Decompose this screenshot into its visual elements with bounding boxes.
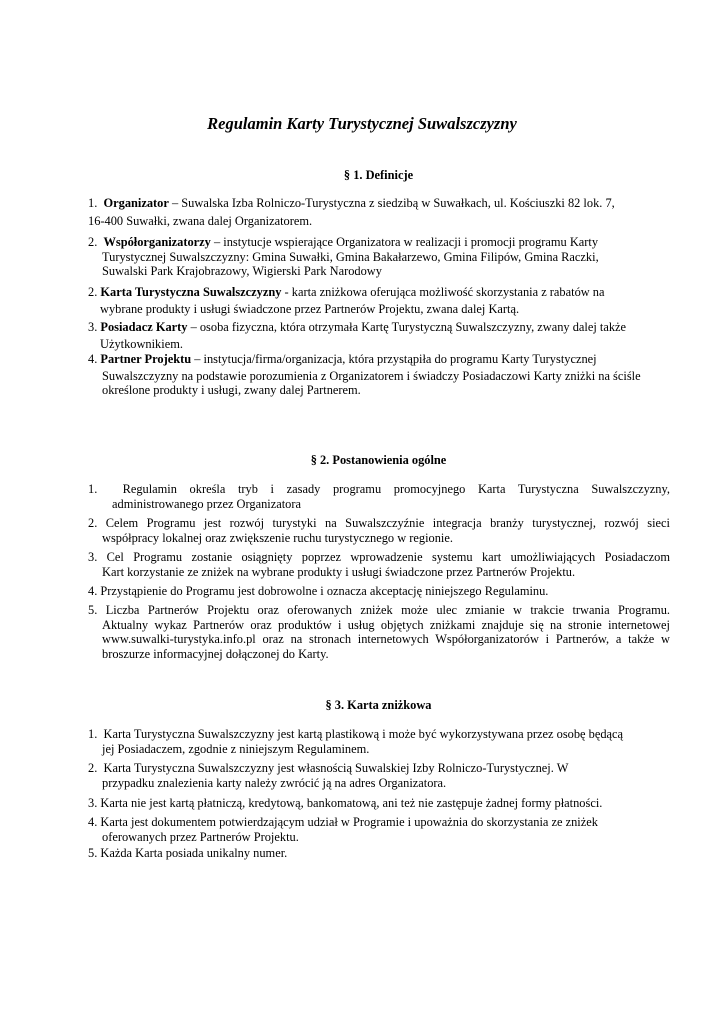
item-term: Karta Turystyczna Suwalszczyzny <box>100 285 282 299</box>
item-text: Cel Programu zostanie osiągnięty poprzez wprowadzenie systemu kart umożliwiających Posiadaczom <box>106 550 670 564</box>
list-item <box>88 796 678 811</box>
item-first-line <box>88 603 670 618</box>
item-first-line <box>88 761 678 776</box>
item-text: Celem Programu jest rozwój turystyki na Suwalszczyźnie integracja branży turystycznej, rozwój sieci <box>105 516 670 530</box>
list-item <box>88 761 678 790</box>
item-number: 3. <box>88 320 98 334</box>
item-text: Każda Karta posiada unikalny numer. <box>100 846 288 860</box>
definition-item-partner <box>88 352 680 398</box>
definition-item-karta <box>88 285 678 316</box>
item-number: 3. <box>88 796 98 810</box>
document-title: Regulamin Karty Turystycznej Suwalszczyzny <box>207 114 517 133</box>
item-number: 1. <box>88 482 98 496</box>
item-number: 4. <box>88 815 98 829</box>
item-number: 4. <box>88 352 98 366</box>
item-continuation: Kart korzystanie ze zniżek na wybrane produkty i usługi świadczone przez Partnerów Projektu. <box>102 564 576 579</box>
item-first-line <box>88 320 688 335</box>
item-continuation: współpracy lokalnej oraz zwiększenie ruchu turystycznego w regionie. <box>102 530 453 545</box>
list-item <box>88 846 678 861</box>
item-first-line <box>88 727 678 742</box>
item-continuation: Turystycznej Suwalszczyzny: Gmina Suwałki, Gmina Bakałarzewo, Gmina Filipów, Gmina Raczki, Suwalski Park Krajobrazowy, Wigierski Park Narodowy <box>102 249 599 279</box>
item-number: 2. <box>88 235 98 249</box>
item-text: Przystąpienie do Programu jest dobrowolne i oznacza akceptację niniejszego Regulaminu. <box>100 584 549 598</box>
list-item <box>88 550 670 579</box>
item-text: Regulamin określa tryb i zasady programu promocyjnego Karta Turystyczna Suwalszczyzny, <box>122 482 670 496</box>
list-item <box>88 815 678 844</box>
item-number: 2. <box>88 516 98 530</box>
item-first-line <box>88 196 678 211</box>
list-item <box>88 727 678 756</box>
item-continuation: przypadku znalezienia karty należy zwrócić ją na adres Organizatora. <box>102 775 447 790</box>
item-continuation: jej Posiadaczem, zgodnie z niniejszym Regulaminem. <box>102 741 370 756</box>
item-text: Liczba Partnerów Projektu oraz oferowanych zniżek może ulec zmianie w trakcie trwania Programu. <box>105 603 670 617</box>
item-continuation: wybrane produkty i usługi świadczone przez Partnerów Projektu, zwana dalej Kartą. <box>100 301 520 316</box>
item-text: – instytucja/firma/organizacja, która przystąpiła do programu Karty Turystycznej <box>191 352 597 366</box>
item-number: 1. <box>88 727 98 741</box>
item-text: Karta jest dokumentem potwierdzającym udział w Programie i upoważnia do skorzystania ze zniżek <box>100 815 598 829</box>
item-term: Współorganizatorzy <box>103 235 211 249</box>
item-continuation: Suwalszczyzny na podstawie porozumienia z Organizatorem i świadczy Posiadaczowi Karty zniżki na ściśle określone produkty i usługi, zwany dalej Partnerem. <box>102 368 641 398</box>
item-number: 2. <box>88 285 98 299</box>
item-first-line <box>88 285 678 300</box>
item-term: Organizator <box>103 196 169 210</box>
item-text: - karta zniżkowa oferująca możliwość skorzystania z rabatów na <box>281 285 605 299</box>
item-term: Partner Projektu <box>100 352 192 366</box>
item-continuation: oferowanych przez Partnerów Projektu. <box>102 829 299 844</box>
item-text: Karta nie jest kartą płatniczą, kredytową, bankomatową, ani też nie zastępuje żadnej formy płatności. <box>100 796 603 810</box>
section-1-heading: § 1. Definicje <box>343 168 414 182</box>
item-number: 5. <box>88 603 98 617</box>
item-term: Posiadacz Karty <box>100 320 188 334</box>
definition-item-wspolorganizatorzy <box>88 235 668 279</box>
item-continuation: Aktualny wykaz Partnerów oraz produktów i usług objętych zniżkami znajduje się na stronie internetowej www.suwalki-turystyka.info.pl oraz na stronach internetowych Współorganizatorów i Partnerów, a także w broszurze informacyjnej dołączonej do Karty. <box>102 617 670 661</box>
section-3-heading: § 3. Karta zniżkowa <box>325 698 432 712</box>
item-first-line <box>88 584 670 599</box>
item-text: Karta Turystyczna Suwalszczyzny jest kartą plastikową i może być wykorzystywana przez osobę będącą <box>103 727 624 741</box>
section-2-heading: § 2. Postanowienia ogólne <box>310 453 447 467</box>
item-number: 5. <box>88 846 98 860</box>
item-number: 4. <box>88 584 98 598</box>
item-text: Karta Turystyczna Suwalszczyzny jest własnością Suwalskiej Izby Rolniczo-Turystycznej. W <box>103 761 569 775</box>
list-item <box>88 516 670 545</box>
item-first-line <box>88 235 668 250</box>
list-item <box>88 482 670 511</box>
item-first-line <box>88 516 670 531</box>
item-number: 3. <box>88 550 98 564</box>
item-text: – Suwalska Izba Rolniczo-Turystyczna z siedzibą w Suwałkach, ul. Kościuszki 82 lok. 7, <box>168 196 615 210</box>
item-first-line <box>88 482 670 497</box>
item-text: – instytucje wspierające Organizatora w realizacji i promocji programu Karty <box>210 235 599 249</box>
item-number: 1. <box>88 196 98 210</box>
item-first-line <box>88 815 678 830</box>
item-continuation: Użytkownikiem. <box>100 336 183 351</box>
item-first-line <box>88 796 678 811</box>
item-first-line <box>88 846 678 861</box>
item-continuation: 16-400 Suwałki, zwana dalej Organizatorem. <box>88 213 313 228</box>
item-number: 2. <box>88 761 98 775</box>
item-continuation: administrowanego przez Organizatora <box>112 496 301 511</box>
list-item <box>88 603 670 661</box>
definition-item-organizator <box>88 196 678 228</box>
item-text: – osoba fizyczna, która otrzymała Kartę Turystyczną Suwalszczyzny, zwany dalej także <box>187 320 627 334</box>
item-first-line <box>88 550 670 565</box>
list-item <box>88 584 670 599</box>
item-first-line <box>88 352 680 367</box>
definition-item-posiadacz <box>88 320 688 351</box>
